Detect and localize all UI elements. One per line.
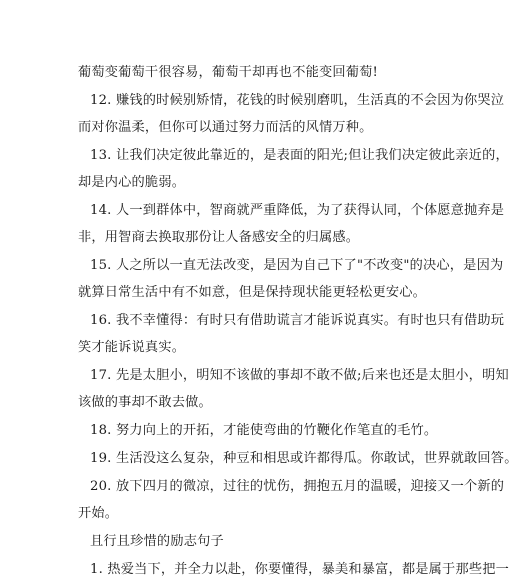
text-line: 该做的事却不敢去做。 — [78, 395, 212, 410]
section-heading: 且行且珍惜的励志句子 — [90, 534, 224, 549]
text-line: 17. 先是太胆小，明知不该做的事却不敢不做;后来也还是太胆小，明知 — [90, 368, 509, 383]
text-line: 16. 我不幸懂得：有时只有借助谎言才能诉说真实。有时也只有借助玩 — [90, 313, 505, 328]
text-line: 1. 热爱当下，并全力以赴，你要懂得，暴美和暴富，都是属于那些把一 — [90, 562, 509, 577]
text-line: 就算日常生活中有不如意，但是保持现状能更轻松更安心。 — [78, 285, 427, 300]
text-line: 20. 放下四月的微凉，过往的忧伤，拥抱五月的温暖，迎接又一个新的 — [90, 479, 505, 494]
text-line: 15. 人之所以一直无法改变，是因为自己下了"不改变"的决心，是因为 — [90, 258, 504, 273]
text-line: 12. 赚钱的时候别矫情，花钱的时候别磨叽，生活真的不会因为你哭泣 — [90, 93, 505, 108]
text-line: 18. 努力向上的开拓，才能使弯曲的竹鞭化作笔直的毛竹。 — [90, 423, 438, 438]
text-line: 非，用智商去换取那份让人备感安全的归属感。 — [78, 230, 360, 245]
text-line: 13. 让我们决定彼此靠近的，是表面的阳光;但让我们决定彼此亲近的， — [90, 148, 509, 163]
text-line: 笑才能诉说真实。 — [78, 340, 186, 355]
text-line: 却是内心的脆弱。 — [78, 175, 186, 190]
text-line: 葡萄变葡萄干很容易，葡萄干却再也不能变回葡萄! — [78, 65, 379, 80]
text-line: 14. 人一到群体中，智商就严重降低，为了获得认同，个体愿意抛弃是 — [90, 203, 505, 218]
text-line: 而对你温柔，但你可以通过努力而活的风情万种。 — [78, 120, 373, 135]
text-line: 开始。 — [78, 506, 119, 521]
text-line: 19. 生活没这么复杂，种豆和相思或许都得瓜。你敢试，世界就敢回答。 — [90, 451, 518, 466]
